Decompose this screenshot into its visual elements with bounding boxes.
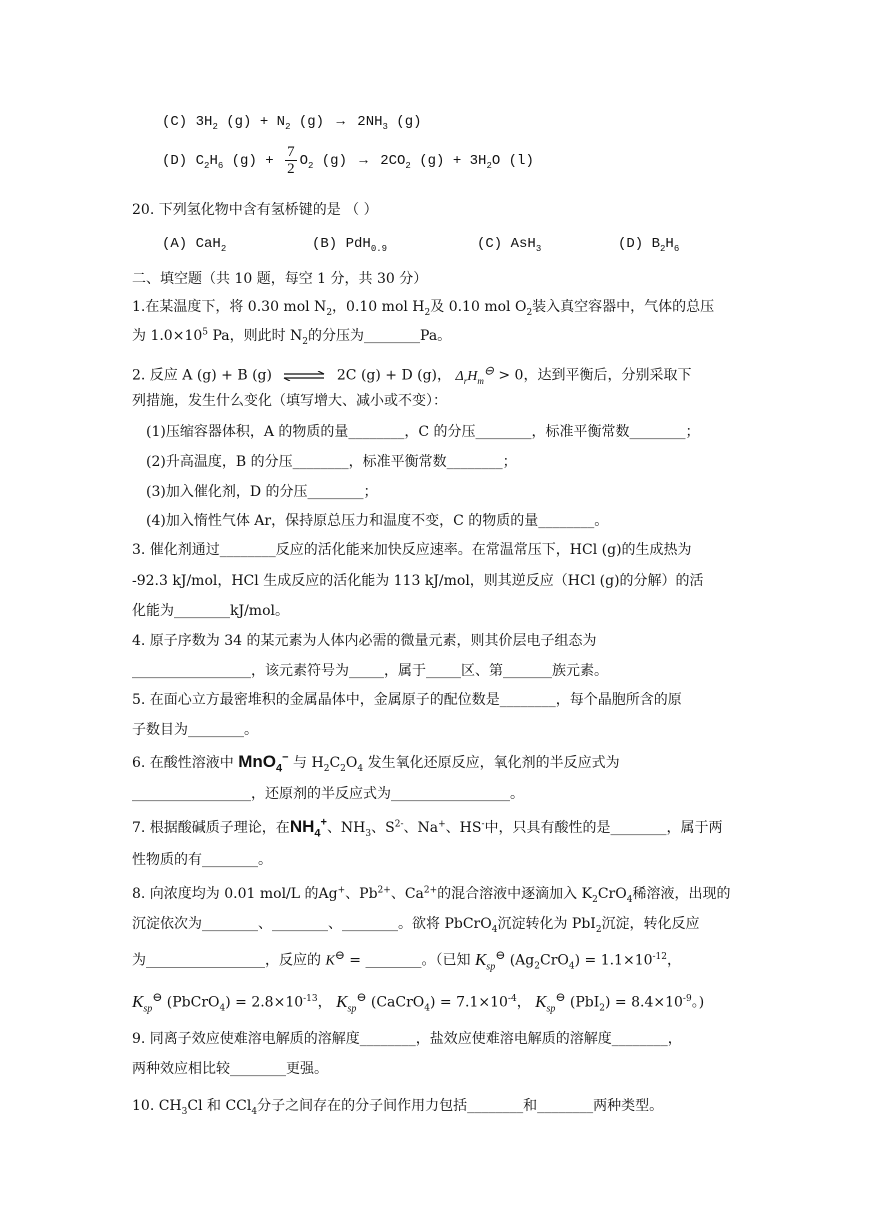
q8-line3: 为_________________，反应的 K⊖ = ________。（已知 $K_{sp}⊖$ $(Ag_2CrO_4) = 1.1\times 10^{-12}$，: [132, 948, 682, 973]
section-title: 二、填空题（共 10 题，每空 1 分，共 30 分）: [132, 271, 428, 287]
q6-line1: 6. 在酸性溶液中 MnO$_4$− 与 $H_2C_2O_4$ 发生氧化还原反应，氧化剂的半反应式为: [132, 751, 620, 775]
q2-line2: 列措施，发生什么变化（填写增大、减小或不变）：: [132, 393, 447, 409]
q1-line2: 为 $1.0\times 10^5$ Pa，则此时 $N_2$的分压为________Pa。: [132, 327, 452, 347]
q19-option-d: (D) $C_2H_6$ (g) + $\frac{7}{2}$ $O_2$ $(g) \to 2CO_2$ $(g) + 3H_2O$ (l): [162, 144, 534, 177]
q7-line1: 7. 根据酸碱质子理论，在$NH_4^+$、$NH_3$、$S^{2-}$、Na+、HS-中，只具有酸性的是________，属于两: [132, 816, 723, 840]
q6-line2: _________________，还原剂的半反应式为_________________。: [132, 786, 524, 802]
q2-line1: 2. 反应 A (g) + B (g) 2C (g) + D (g)， $\Delta_rH_m⊖ > 0$，达到平衡后，分别采取下: [132, 363, 692, 386]
q2-sub4: (4)加入惰性气体 Ar，保持原总压力和温度不变，C 的物质的量________。: [146, 513, 609, 529]
q1-line1: 1.在某温度下，将 0.30 mol $N_2$，0.10 mol $H_2$及 0.10 mol $O_2$装入真空容器中，气体的总压: [132, 299, 715, 318]
fraction-7-2: $\frac{7}{2}$: [287, 144, 295, 177]
q5-line1: 5. 在面心立方最密堆积的金属晶体中，金属原子的配位数是________，每个晶胞所含的原: [132, 692, 682, 708]
q8-line4: $K_{sp}⊖$ (PbCrO$_4$) = $2.8\times 10^{-13}$， $K_{sp}⊖$ (CaCrO$_4$) = $7.1\times 10^{-4}$， $K_{sp}⊖$ $(PbI_2) = 8.4\times 10^{-9}$。): [132, 990, 705, 1015]
q9-line1: 9. 同离子效应使难溶电解质的溶解度________，盐效应使难溶电解质的溶解度________，: [132, 1031, 682, 1047]
q20-stem: 20. 下列氢化物中含有氢桥键的是 （ ）: [132, 202, 378, 218]
q8-line2: 沉淀依次为________、________、________。欲将 PbCrO$_4$沉淀转化为 PbI$_2$沉淀，转化反应: [132, 916, 700, 935]
q2-sub2: (2)升高温度，B 的分压________，标准平衡常数________；: [146, 454, 517, 470]
q4-line2: _________________，该元素符号为_____，属于_____区、第_______族元素。: [132, 663, 608, 679]
q3-line3: 化能为________kJ/mol。: [132, 603, 289, 619]
q20-option-b: (B) PdH$_{0.9}$: [312, 236, 388, 254]
q9-line2: 两种效应相比较________更强。: [132, 1061, 328, 1077]
q7-line2: 性物质的有________。: [132, 852, 272, 868]
q10-line1: 10. $CH_3Cl$ 和 CCl$_4$分子之间存在的分子间作用力包括________和________两种类型。: [132, 1098, 664, 1117]
delta-h-symbol: $\Delta_rH_m⊖$: [455, 363, 494, 386]
q3-line2: -92.3 kJ/mol，HCl 生成反应的活化能为 113 kJ/mol，则其逆反应（HCl (g)的分解）的活: [132, 573, 704, 589]
q4-line1: 4. 原子序数为 34 的某元素为人体内必需的微量元素，则其价层电子组态为: [132, 633, 597, 649]
q2-sub1: (1)压缩容器体积，A 的物质的量________，C 的分压________，标准平衡常数________；: [146, 424, 700, 440]
ammonium-formula: $NH_4^+$: [289, 816, 327, 840]
q20-option-d: (D) $B_2H_6$: [618, 236, 680, 254]
q3-line1: 3. 催化剂通过________反应的活化能来加快反应速率。在常温常压下，HCl (g)的生成热为: [132, 542, 692, 558]
q5-line2: 子数目为________。: [132, 722, 258, 738]
q19-option-c: (C) $3H_2$ $(g) + N_2$ $(g) \to 2NH_3$ (g): [162, 114, 422, 132]
q2-sub3: (3)加入催化剂，D 的分压________；: [146, 484, 378, 500]
q8-line1: 8. 向浓度均为 0.01 mol/L 的Ag+、$Pb^{2+}$、$Ca^{2+}$的混合溶液中逐滴加入 $K_2CrO_4$稀溶液，出现的: [132, 885, 731, 905]
permanganate-formula: MnO$_4$−: [238, 751, 289, 775]
q20-option-c: (C) AsH$_3$: [477, 236, 542, 254]
equilibrium-arrow-icon: [282, 371, 326, 381]
q20-option-a: (A) CaH$_2$: [162, 236, 227, 254]
